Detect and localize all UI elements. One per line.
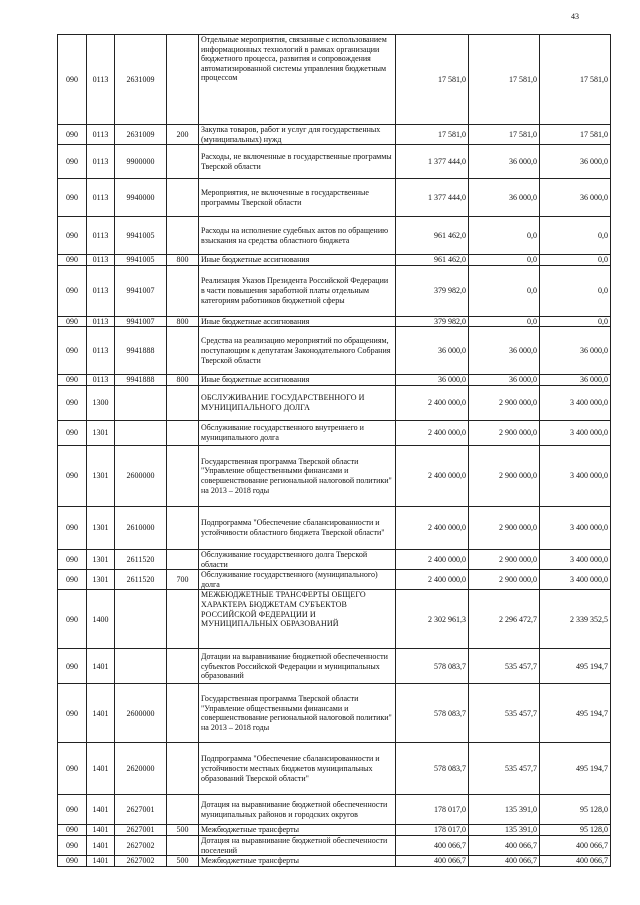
code-csr-cell: 9900000	[115, 145, 167, 179]
code-rz-cell: 1300	[87, 385, 115, 420]
code-ved-cell: 090	[58, 549, 87, 569]
amount-2-cell: 0,0	[469, 255, 540, 266]
code-csr-cell: 2627002	[115, 856, 167, 867]
code-ved-cell: 090	[58, 375, 87, 386]
amount-3-cell: 3 400 000,0	[540, 445, 611, 506]
code-csr-cell: 9941005	[115, 217, 167, 255]
code-csr-cell: 9941005	[115, 255, 167, 266]
name-cell: Закупка товаров, работ и услуг для государственных (муниципальных) нужд	[199, 125, 396, 145]
table-row	[58, 590, 611, 649]
amount-1-cell: 961 462,0	[396, 217, 469, 255]
amount-1-cell: 400 066,7	[396, 856, 469, 867]
code-rz-cell: 0113	[87, 316, 115, 327]
amount-2-cell: 2 900 000,0	[469, 506, 540, 549]
amount-1-cell: 2 302 961,3	[396, 590, 469, 649]
code-vr-cell	[167, 217, 199, 255]
name-cell: Обслуживание государственного внутреннего и муниципального долга	[199, 420, 396, 445]
amount-2-cell: 2 900 000,0	[469, 420, 540, 445]
table-row	[58, 125, 611, 145]
amount-1-cell: 2 400 000,0	[396, 549, 469, 569]
code-vr-cell: 800	[167, 375, 199, 386]
amount-1-cell: 178 017,0	[396, 825, 469, 836]
code-ved-cell: 090	[58, 316, 87, 327]
amount-3-cell: 0,0	[540, 316, 611, 327]
table-row	[58, 825, 611, 836]
amount-3-cell: 3 400 000,0	[540, 570, 611, 590]
amount-3-cell: 400 066,7	[540, 835, 611, 855]
code-rz-cell: 0113	[87, 265, 115, 316]
table-row	[58, 856, 611, 867]
amount-3-cell: 495 194,7	[540, 684, 611, 743]
code-csr-cell: 2627001	[115, 795, 167, 825]
code-ved-cell: 090	[58, 445, 87, 506]
name-cell: Подпрограмма "Обеспечение сбалансированности и устойчивости областного бюджета Тверской области"	[199, 506, 396, 549]
amount-2-cell: 36 000,0	[469, 375, 540, 386]
name-cell: Иные бюджетные ассигнования	[199, 375, 396, 386]
amount-1-cell: 36 000,0	[396, 327, 469, 375]
code-csr-cell: 9941888	[115, 375, 167, 386]
amount-1-cell: 961 462,0	[396, 255, 469, 266]
amount-2-cell: 36 000,0	[469, 145, 540, 179]
amount-1-cell: 578 083,7	[396, 743, 469, 795]
amount-2-cell: 535 457,7	[469, 649, 540, 684]
code-ved-cell: 090	[58, 217, 87, 255]
code-rz-cell: 1301	[87, 570, 115, 590]
code-rz-cell: 1301	[87, 445, 115, 506]
code-ved-cell: 090	[58, 35, 87, 125]
amount-3-cell: 3 400 000,0	[540, 385, 611, 420]
table-row	[58, 327, 611, 375]
code-ved-cell: 090	[58, 649, 87, 684]
table-row	[58, 217, 611, 255]
name-cell: Дотация на выравнивание бюджетной обеспеченности муниципальных районов и городских округов	[199, 795, 396, 825]
table-row	[58, 445, 611, 506]
code-csr-cell: 2627002	[115, 835, 167, 855]
amount-3-cell: 17 581,0	[540, 35, 611, 125]
amount-1-cell: 2 400 000,0	[396, 420, 469, 445]
amount-2-cell: 535 457,7	[469, 743, 540, 795]
code-vr-cell	[167, 179, 199, 217]
code-rz-cell: 0113	[87, 255, 115, 266]
code-csr-cell: 2611520	[115, 570, 167, 590]
code-rz-cell: 0113	[87, 375, 115, 386]
name-cell: Дотация на выравнивание бюджетной обеспеченности поселений	[199, 835, 396, 855]
code-vr-cell	[167, 385, 199, 420]
table-row	[58, 145, 611, 179]
name-cell: Обслуживание государственного (муниципального) долга	[199, 570, 396, 590]
amount-2-cell: 36 000,0	[469, 327, 540, 375]
name-cell: Межбюджетные трансферты	[199, 825, 396, 836]
table-row	[58, 570, 611, 590]
code-csr-cell: 2631009	[115, 35, 167, 125]
amount-3-cell: 36 000,0	[540, 375, 611, 386]
code-vr-cell	[167, 743, 199, 795]
code-rz-cell: 1401	[87, 649, 115, 684]
amount-1-cell: 2 400 000,0	[396, 570, 469, 590]
code-rz-cell: 1301	[87, 506, 115, 549]
code-vr-cell: 200	[167, 125, 199, 145]
code-rz-cell: 0113	[87, 145, 115, 179]
code-csr-cell	[115, 649, 167, 684]
amount-1-cell: 178 017,0	[396, 795, 469, 825]
code-csr-cell: 9941007	[115, 265, 167, 316]
amount-2-cell: 2 900 000,0	[469, 549, 540, 569]
amount-1-cell: 2 400 000,0	[396, 506, 469, 549]
code-csr-cell: 2600000	[115, 684, 167, 743]
code-csr-cell: 2610000	[115, 506, 167, 549]
code-vr-cell	[167, 265, 199, 316]
code-csr-cell: 2611520	[115, 549, 167, 569]
code-ved-cell: 090	[58, 506, 87, 549]
amount-2-cell: 535 457,7	[469, 684, 540, 743]
code-rz-cell: 1401	[87, 835, 115, 855]
code-csr-cell	[115, 420, 167, 445]
name-cell: Государственная программа Тверской области "Управление общественными финансами и совершенствование региональной налоговой политики" на 2013 – 2018 годы	[199, 445, 396, 506]
amount-2-cell: 0,0	[469, 265, 540, 316]
table-row	[58, 649, 611, 684]
amount-1-cell: 2 400 000,0	[396, 385, 469, 420]
code-rz-cell: 1401	[87, 795, 115, 825]
code-vr-cell	[167, 549, 199, 569]
code-vr-cell	[167, 327, 199, 375]
code-rz-cell: 0113	[87, 35, 115, 125]
amount-2-cell: 135 391,0	[469, 795, 540, 825]
name-cell: Отдельные мероприятия, связанные с использованием информационных технологий в рамках организации бюджетного процесса, развития и сопровождения автоматизированной системы управления бюджетным процессом	[199, 35, 396, 125]
budget-table	[57, 34, 611, 867]
code-rz-cell: 1301	[87, 549, 115, 569]
code-csr-cell: 9941888	[115, 327, 167, 375]
amount-1-cell: 36 000,0	[396, 375, 469, 386]
code-vr-cell	[167, 590, 199, 649]
amount-3-cell: 400 066,7	[540, 856, 611, 867]
name-cell: Дотации на выравнивание бюджетной обеспеченности субъектов Российской Федерации и муниципальных образований	[199, 649, 396, 684]
code-rz-cell: 1401	[87, 684, 115, 743]
code-ved-cell: 090	[58, 420, 87, 445]
code-vr-cell	[167, 145, 199, 179]
table-row	[58, 375, 611, 386]
name-cell: Реализация Указов Президента Российской Федерации в части повышения заработной платы отдельным категориям работников бюджетной сферы	[199, 265, 396, 316]
amount-2-cell: 17 581,0	[469, 125, 540, 145]
name-cell: Расходы на исполнение судебных актов по обращению взыскания на средства областного бюджета	[199, 217, 396, 255]
amount-1-cell: 578 083,7	[396, 684, 469, 743]
amount-3-cell: 3 400 000,0	[540, 549, 611, 569]
amount-3-cell: 95 128,0	[540, 795, 611, 825]
amount-1-cell: 379 982,0	[396, 316, 469, 327]
amount-2-cell: 0,0	[469, 217, 540, 255]
code-ved-cell: 090	[58, 684, 87, 743]
amount-2-cell: 2 900 000,0	[469, 445, 540, 506]
amount-3-cell: 3 400 000,0	[540, 506, 611, 549]
code-vr-cell: 800	[167, 316, 199, 327]
amount-3-cell: 495 194,7	[540, 649, 611, 684]
amount-1-cell: 578 083,7	[396, 649, 469, 684]
code-rz-cell: 1401	[87, 856, 115, 867]
amount-1-cell: 379 982,0	[396, 265, 469, 316]
code-csr-cell: 9941007	[115, 316, 167, 327]
code-csr-cell: 2600000	[115, 445, 167, 506]
code-csr-cell	[115, 385, 167, 420]
amount-3-cell: 0,0	[540, 255, 611, 266]
table-row	[58, 420, 611, 445]
code-ved-cell: 090	[58, 179, 87, 217]
amount-3-cell: 3 400 000,0	[540, 420, 611, 445]
code-ved-cell: 090	[58, 795, 87, 825]
code-ved-cell: 090	[58, 856, 87, 867]
name-cell: Иные бюджетные ассигнования	[199, 316, 396, 327]
code-ved-cell: 090	[58, 825, 87, 836]
code-csr-cell: 2620000	[115, 743, 167, 795]
name-cell: Государственная программа Тверской области "Управление общественными финансами и совершенствование региональной налоговой политики" на 2013 – 2018 годы	[199, 684, 396, 743]
code-vr-cell	[167, 684, 199, 743]
code-csr-cell: 2627001	[115, 825, 167, 836]
name-cell: Расходы, не включенные в государственные программы Тверской области	[199, 145, 396, 179]
name-cell: МЕЖБЮДЖЕТНЫЕ ТРАНСФЕРТЫ ОБЩЕГО ХАРАКТЕРА БЮДЖЕТАМ СУБЪЕКТОВ РОССИЙСКОЙ ФЕДЕРАЦИИ И МУНИЦИПАЛЬНЫХ ОБРАЗОВАНИЙ	[199, 590, 396, 649]
name-cell: Средства на реализацию мероприятий по обращениям, поступающим к депутатам Законодательного Собрания Тверской области	[199, 327, 396, 375]
code-rz-cell: 1401	[87, 743, 115, 795]
name-cell: Мероприятия, не включенные в государственные программы Тверской области	[199, 179, 396, 217]
amount-2-cell: 36 000,0	[469, 179, 540, 217]
code-rz-cell: 1401	[87, 825, 115, 836]
amount-3-cell: 0,0	[540, 265, 611, 316]
table-row	[58, 835, 611, 855]
name-cell: Межбюджетные трансферты	[199, 856, 396, 867]
code-csr-cell	[115, 590, 167, 649]
code-rz-cell: 0113	[87, 327, 115, 375]
amount-1-cell: 17 581,0	[396, 35, 469, 125]
page-number: 43	[571, 12, 579, 21]
code-ved-cell: 090	[58, 570, 87, 590]
amount-1-cell: 17 581,0	[396, 125, 469, 145]
amount-2-cell: 2 900 000,0	[469, 385, 540, 420]
code-vr-cell	[167, 445, 199, 506]
code-ved-cell: 090	[58, 743, 87, 795]
amount-3-cell: 495 194,7	[540, 743, 611, 795]
code-rz-cell: 0113	[87, 179, 115, 217]
code-vr-cell	[167, 420, 199, 445]
amount-2-cell: 2 900 000,0	[469, 570, 540, 590]
code-ved-cell: 090	[58, 125, 87, 145]
name-cell: Подпрограмма "Обеспечение сбалансированности и устойчивости местных бюджетов муниципальных образований Тверской области"	[199, 743, 396, 795]
code-ved-cell: 090	[58, 255, 87, 266]
code-rz-cell: 0113	[87, 217, 115, 255]
code-vr-cell: 500	[167, 856, 199, 867]
amount-3-cell: 17 581,0	[540, 125, 611, 145]
code-vr-cell	[167, 835, 199, 855]
code-csr-cell: 2631009	[115, 125, 167, 145]
amount-3-cell: 0,0	[540, 217, 611, 255]
amount-2-cell: 135 391,0	[469, 825, 540, 836]
table-row	[58, 35, 611, 125]
table-row	[58, 385, 611, 420]
code-vr-cell: 500	[167, 825, 199, 836]
name-cell: ОБСЛУЖИВАНИЕ ГОСУДАРСТВЕННОГО И МУНИЦИПАЛЬНОГО ДОЛГА	[199, 385, 396, 420]
code-csr-cell: 9940000	[115, 179, 167, 217]
amount-2-cell: 400 066,7	[469, 856, 540, 867]
code-rz-cell: 1301	[87, 420, 115, 445]
code-ved-cell: 090	[58, 385, 87, 420]
table-row	[58, 549, 611, 569]
code-vr-cell	[167, 795, 199, 825]
amount-1-cell: 2 400 000,0	[396, 445, 469, 506]
table-row	[58, 179, 611, 217]
code-vr-cell	[167, 506, 199, 549]
code-vr-cell	[167, 649, 199, 684]
amount-3-cell: 36 000,0	[540, 179, 611, 217]
name-cell: Обслуживание государственного долга Тверской области	[199, 549, 396, 569]
table-row	[58, 743, 611, 795]
amount-1-cell: 400 066,7	[396, 835, 469, 855]
code-vr-cell: 700	[167, 570, 199, 590]
amount-3-cell: 2 339 352,5	[540, 590, 611, 649]
name-cell: Иные бюджетные ассигнования	[199, 255, 396, 266]
code-rz-cell: 0113	[87, 125, 115, 145]
code-vr-cell	[167, 35, 199, 125]
code-ved-cell: 090	[58, 265, 87, 316]
code-ved-cell: 090	[58, 835, 87, 855]
table-row	[58, 795, 611, 825]
code-rz-cell: 1400	[87, 590, 115, 649]
amount-2-cell: 2 296 472,7	[469, 590, 540, 649]
amount-2-cell: 17 581,0	[469, 35, 540, 125]
code-ved-cell: 090	[58, 590, 87, 649]
code-ved-cell: 090	[58, 327, 87, 375]
amount-2-cell: 0,0	[469, 316, 540, 327]
amount-3-cell: 36 000,0	[540, 327, 611, 375]
code-ved-cell: 090	[58, 145, 87, 179]
table-row	[58, 506, 611, 549]
table-row	[58, 255, 611, 266]
amount-1-cell: 1 377 444,0	[396, 179, 469, 217]
code-vr-cell: 800	[167, 255, 199, 266]
amount-3-cell: 36 000,0	[540, 145, 611, 179]
table-row	[58, 316, 611, 327]
table-row	[58, 684, 611, 743]
amount-3-cell: 95 128,0	[540, 825, 611, 836]
amount-1-cell: 1 377 444,0	[396, 145, 469, 179]
amount-2-cell: 400 066,7	[469, 835, 540, 855]
table-row	[58, 265, 611, 316]
